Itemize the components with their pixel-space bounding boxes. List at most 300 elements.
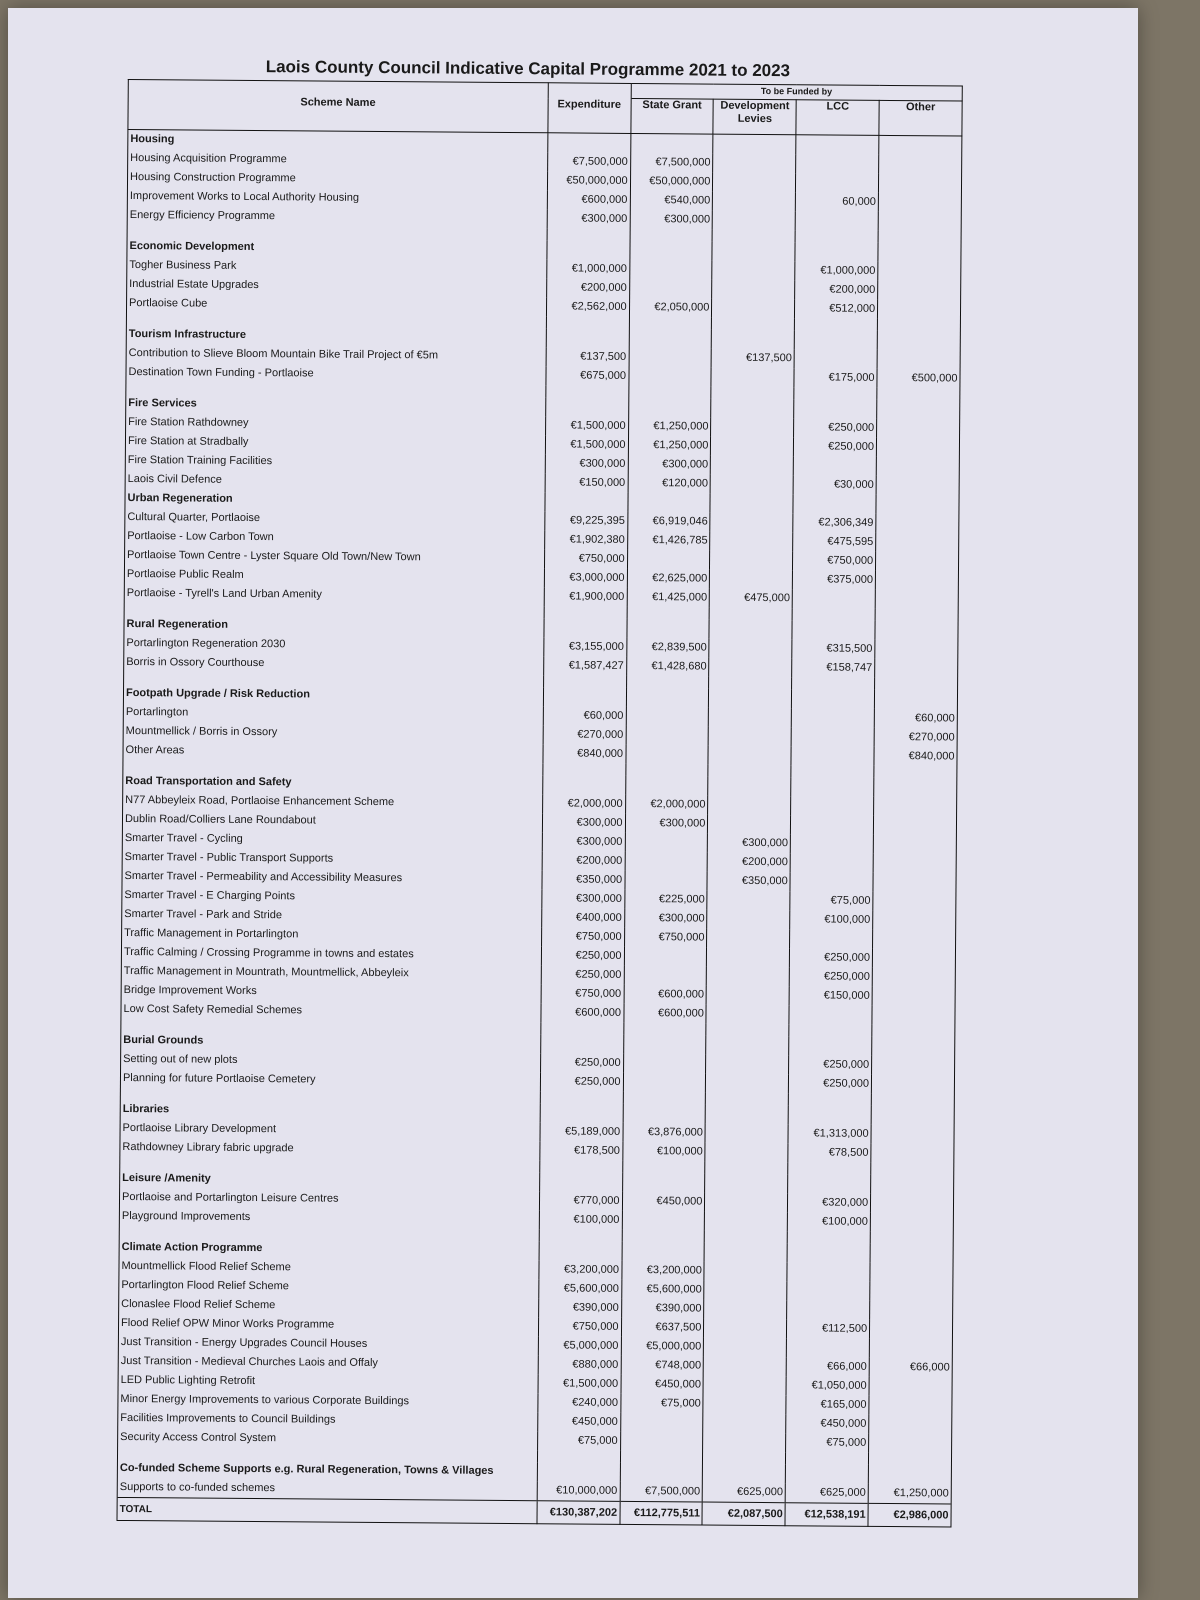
other-cell (869, 1396, 952, 1416)
other-cell (871, 1144, 954, 1164)
empty-cell (623, 1035, 706, 1055)
expenditure-cell: €75,000 (537, 1431, 620, 1451)
capital-programme-table (116, 79, 962, 1528)
other-cell (871, 1125, 954, 1145)
empty-cell (712, 330, 795, 350)
other-cell (872, 949, 955, 969)
lcc-cell: €75,000 (790, 891, 873, 911)
state-grant-cell: €450,000 (622, 1192, 705, 1212)
development-levies-cell (708, 727, 791, 747)
development-levies-cell (704, 1357, 787, 1377)
lcc-cell (790, 853, 873, 873)
spacer-cell (792, 608, 875, 621)
development-levies-cell (709, 639, 792, 659)
lcc-cell (787, 1300, 870, 1320)
lcc-cell: €2,306,349 (793, 513, 876, 533)
section-heading: Footpath Upgrade / Risk Reduction (123, 684, 543, 706)
state-grant-cell: €540,000 (630, 191, 713, 211)
development-levies-cell: €475,000 (710, 589, 793, 609)
other-cell (878, 300, 961, 320)
spacer-cell (546, 385, 629, 398)
scheme-name-cell: Portlaoise Library Development (120, 1119, 540, 1141)
state-grant-cell: €600,000 (624, 985, 707, 1005)
scheme-name-cell: Industrial Estate Upgrades (127, 275, 547, 297)
state-grant-cell: €600,000 (623, 1004, 706, 1024)
spacer-cell (874, 766, 957, 779)
development-levies-cell (710, 532, 793, 552)
spacer-cell (875, 609, 958, 622)
development-levies-cell (704, 1281, 787, 1301)
empty-cell (628, 398, 711, 418)
spacer-cell (795, 230, 878, 243)
state-grant-cell: €1,425,000 (627, 588, 710, 608)
lcc-cell: €315,500 (792, 639, 875, 659)
state-grant-cell: €300,000 (630, 210, 713, 230)
development-levies-cell: €200,000 (708, 853, 791, 873)
empty-cell (709, 620, 792, 640)
empty-cell (793, 494, 876, 514)
state-grant-cell: €3,876,000 (623, 1123, 706, 1143)
spacer-cell (870, 1232, 953, 1245)
expenditure-cell: €390,000 (538, 1298, 621, 1318)
development-levies-cell (712, 280, 795, 300)
spacer-cell (539, 1229, 622, 1242)
expenditure-cell: €750,000 (544, 549, 627, 569)
state-grant-header: State Grant (630, 98, 713, 134)
development-levies-cell: €350,000 (707, 872, 790, 892)
lcc-cell: €320,000 (788, 1193, 871, 1213)
empty-cell (547, 240, 630, 260)
lcc-cell (795, 211, 878, 231)
empty-cell (543, 687, 626, 707)
spacer-cell (712, 318, 795, 331)
expenditure-cell: €3,200,000 (539, 1260, 622, 1280)
empty-cell (787, 1243, 870, 1263)
expenditure-cell: €5,000,000 (538, 1336, 621, 1356)
lcc-cell (790, 834, 873, 854)
development-levies-cell: €625,000 (703, 1483, 786, 1503)
state-grant-cell: €2,625,000 (627, 569, 710, 589)
scheme-name-cell: Just Transition - Medieval Churches Laois and Offaly (118, 1352, 538, 1374)
scheme-name-cell: Low Cost Safety Remedial Schemes (121, 1000, 541, 1022)
development-levies-cell (711, 437, 794, 457)
scheme-name-cell: Portarlington (123, 703, 543, 725)
scheme-name-header: Scheme Name (128, 95, 548, 133)
scheme-name-cell: Smarter Travel - Cycling (122, 829, 542, 851)
empty-cell (878, 243, 961, 263)
scheme-name-cell: Portlaoise Public Realm (124, 565, 544, 587)
total-expenditure: €130,387,202 (537, 1501, 620, 1525)
spacer-cell (537, 1450, 620, 1463)
state-grant-cell: €750,000 (624, 928, 707, 948)
empty-cell (703, 1464, 786, 1484)
development-levies-cell (710, 513, 793, 533)
lcc-cell: €625,000 (785, 1483, 868, 1503)
spacer-cell (705, 1231, 788, 1244)
lcc-cell: €158,747 (792, 658, 875, 678)
development-levies-cell (713, 173, 796, 193)
other-cell (869, 1415, 952, 1435)
scheme-name-cell: Destination Town Funding - Portlaoise (126, 363, 546, 385)
state-grant-cell: €390,000 (621, 1299, 704, 1319)
empty-cell (545, 492, 628, 512)
development-levies-cell (709, 708, 792, 728)
spacer-cell (869, 1453, 952, 1466)
scheme-name-cell: Minor Energy Improvements to various Corporate Buildings (118, 1390, 538, 1412)
lcc-cell (790, 872, 873, 892)
scheme-name-cell: Facilities Improvements to Council Buildings (118, 1409, 538, 1431)
paper-sheet (8, 8, 1138, 1598)
expenditure-cell: €1,500,000 (538, 1374, 621, 1394)
expenditure-cell: €137,500 (546, 347, 629, 367)
expenditure-cell: €3,155,000 (544, 637, 627, 657)
lcc-cell (791, 746, 874, 766)
spacer-cell (629, 317, 712, 330)
expenditure-cell: €250,000 (540, 1053, 623, 1073)
scheme-name-cell: Portarlington Regeneration 2030 (124, 634, 544, 656)
state-grant-cell: €120,000 (628, 474, 711, 494)
empty-cell (709, 689, 792, 709)
scheme-name-cell: Fire Station Rathdowney (126, 413, 546, 435)
expenditure-cell: €5,189,000 (540, 1122, 623, 1142)
expenditure-cell: €350,000 (542, 870, 625, 890)
other-cell (877, 419, 960, 439)
expenditure-cell: €10,000,000 (537, 1481, 620, 1501)
empty-cell (623, 1104, 706, 1124)
state-grant-cell (625, 871, 708, 891)
expenditure-cell: €250,000 (540, 1072, 623, 1092)
development-levies-cell (712, 299, 795, 319)
scheme-name-cell: Housing Acquisition Programme (128, 149, 548, 171)
expenditure-cell: €450,000 (537, 1412, 620, 1432)
empty-cell (713, 134, 796, 154)
development-levies-cell (706, 986, 789, 1006)
spacer-cell (794, 387, 877, 400)
state-grant-cell: €75,000 (620, 1394, 703, 1414)
development-levies-cell (704, 1300, 787, 1320)
state-grant-cell (628, 367, 711, 387)
state-grant-cell (625, 833, 708, 853)
other-cell (875, 571, 958, 591)
development-levies-cell (712, 261, 795, 281)
development-levies-cell (706, 1055, 789, 1075)
development-levies-cell (708, 815, 791, 835)
empty-cell (712, 242, 795, 262)
development-levies-cell (708, 746, 791, 766)
spacer-cell (709, 608, 792, 621)
lcc-cell: €100,000 (788, 1212, 871, 1232)
scheme-name-cell: Dublin Road/Colliers Lane Roundabout (122, 810, 542, 832)
scheme-name-cell: Setting out of new plots (121, 1050, 541, 1072)
development-levies-cell (705, 1193, 788, 1213)
total-development-levies: €2,087,500 (702, 1502, 785, 1526)
spacer-cell (792, 677, 875, 690)
expenditure-cell: €300,000 (547, 209, 630, 229)
other-cell (876, 514, 959, 534)
lcc-cell: €1,000,000 (795, 261, 878, 281)
lcc-cell: €450,000 (786, 1414, 869, 1434)
spacer-cell (786, 1452, 869, 1465)
development-levies-cell: €137,500 (711, 349, 794, 369)
development-levies-cell (703, 1395, 786, 1415)
expenditure-cell: €1,900,000 (544, 587, 627, 607)
section-heading: Housing (128, 130, 548, 153)
total-lcc: €12,538,191 (785, 1503, 868, 1527)
scheme-name-cell: Supports to co-funded schemes (117, 1478, 537, 1501)
lcc-cell (791, 708, 874, 728)
development-levies-cell (713, 211, 796, 231)
expenditure-cell: €250,000 (541, 965, 624, 985)
lcc-cell: €1,050,000 (786, 1376, 869, 1396)
expenditure-cell: €750,000 (538, 1317, 621, 1337)
expenditure-cell: €675,000 (546, 366, 629, 386)
spacer-cell (871, 1094, 954, 1107)
scheme-name-cell: Laois Civil Defence (125, 470, 545, 492)
empty-cell (622, 1173, 705, 1193)
lcc-cell: €112,500 (787, 1319, 870, 1339)
scheme-name-cell: Fire Station Training Facilities (125, 451, 545, 473)
scheme-name-cell: Cultural Quarter, Portlaoise (125, 508, 545, 530)
expenditure-cell: €300,000 (542, 889, 625, 909)
state-grant-cell (623, 1054, 706, 1074)
other-cell: €840,000 (874, 747, 957, 767)
spacer-cell (871, 1163, 954, 1176)
state-grant-cell: €2,000,000 (625, 795, 708, 815)
state-grant-cell (629, 279, 712, 299)
lcc-cell: €250,000 (790, 948, 873, 968)
expenditure-cell: €1,902,380 (544, 530, 627, 550)
development-levies-cell (710, 551, 793, 571)
empty-cell (877, 400, 960, 420)
spacer-cell (705, 1162, 788, 1175)
empty-cell (871, 1175, 954, 1195)
expenditure-cell: €250,000 (541, 946, 624, 966)
expenditure-cell: €840,000 (543, 744, 626, 764)
lcc-cell (791, 815, 874, 835)
development-levies-cell (703, 1414, 786, 1434)
development-levies-cell (710, 475, 793, 495)
state-grant-cell (623, 1073, 706, 1093)
scheme-name-cell: Smarter Travel - E Charging Points (122, 886, 542, 908)
table-body (117, 130, 962, 1505)
empty-cell (629, 241, 712, 261)
lcc-cell: €165,000 (786, 1395, 869, 1415)
spacer-cell (795, 318, 878, 331)
scheme-name-cell: Mountmellick / Borris in Ossory (123, 722, 543, 744)
lcc-cell: €250,000 (789, 1055, 872, 1075)
state-grant-cell (629, 348, 712, 368)
empty-cell (870, 1244, 953, 1264)
empty-cell (547, 133, 630, 153)
lcc-cell: €512,000 (795, 299, 878, 319)
total-label: TOTAL (117, 1497, 537, 1523)
development-levies-cell (703, 1376, 786, 1396)
state-grant-cell (620, 1413, 703, 1433)
scheme-name-cell: Togher Business Park (127, 256, 547, 278)
section-heading: Rural Regeneration (124, 615, 544, 637)
expenditure-cell: €2,562,000 (546, 297, 629, 317)
other-cell (873, 873, 956, 893)
empty-cell (876, 495, 959, 515)
expenditure-cell: €1,500,000 (545, 416, 628, 436)
expenditure-cell: €178,500 (540, 1141, 623, 1161)
scheme-name-cell: Portlaoise - Low Carbon Town (125, 527, 545, 549)
spacer-cell (628, 386, 711, 399)
other-cell (875, 590, 958, 610)
state-grant-cell: €300,000 (624, 909, 707, 929)
empty-cell (540, 1103, 623, 1123)
other-cell (873, 892, 956, 912)
lcc-cell: €150,000 (789, 986, 872, 1006)
state-grant-cell: €748,000 (621, 1356, 704, 1376)
development-levies-cell (704, 1319, 787, 1339)
spacer-cell (623, 1023, 706, 1036)
empty-cell (630, 133, 713, 153)
scheme-name-cell: Smarter Travel - Public Transport Supports (122, 848, 542, 870)
other-cell (872, 1006, 955, 1026)
expenditure-cell: €400,000 (541, 908, 624, 928)
development-levies-cell (705, 1212, 788, 1232)
spacer-cell (541, 1022, 624, 1035)
development-levies-cell (707, 891, 790, 911)
scheme-name-cell: N77 Abbeyleix Road, Portlaoise Enhancement Scheme (123, 791, 543, 813)
scheme-name-cell: LED Public Lighting Retrofit (118, 1371, 538, 1393)
lcc-cell: 60,000 (796, 192, 879, 212)
state-grant-cell: €1,250,000 (628, 436, 711, 456)
other-cell (870, 1263, 953, 1283)
empty-cell (879, 135, 962, 155)
section-heading: Economic Development (127, 237, 547, 259)
state-grant-cell: €6,919,046 (627, 512, 710, 532)
state-grant-cell: €7,500,000 (620, 1482, 703, 1502)
lcc-cell (790, 929, 873, 949)
empty-cell (874, 778, 957, 798)
spacer-cell (787, 1231, 870, 1244)
scheme-name-cell: Portlaoise and Portarlington Leisure Centres (119, 1188, 539, 1210)
expenditure-cell: €200,000 (546, 278, 629, 298)
expenditure-cell: €9,225,395 (544, 511, 627, 531)
empty-cell (788, 1174, 871, 1194)
lcc-header: LCC (796, 100, 879, 136)
section-heading: Fire Services (126, 394, 546, 416)
lcc-cell: €100,000 (790, 910, 873, 930)
scheme-name-cell: Traffic Management in Mountrath, Mountmellick, Abbeyleix (121, 962, 541, 984)
development-levies-cell (706, 1005, 789, 1025)
development-levies-cell (711, 456, 794, 476)
scheme-name-cell: Contribution to Slieve Bloom Mountain Bike Trail Project of €5m (126, 344, 546, 366)
expenditure-cell: €1,000,000 (546, 259, 629, 279)
empty-cell (706, 1036, 789, 1056)
development-levies-cell (707, 967, 790, 987)
expenditure-cell: €50,000,000 (547, 171, 630, 191)
spacer-cell (877, 319, 960, 332)
empty-cell (874, 690, 957, 710)
spacer-cell (712, 230, 795, 243)
lcc-cell (792, 589, 875, 609)
other-cell (870, 1282, 953, 1302)
state-grant-cell: €2,050,000 (629, 298, 712, 318)
spacer-cell (620, 1451, 703, 1464)
expenditure-cell: €60,000 (543, 706, 626, 726)
expenditure-cell: €300,000 (542, 832, 625, 852)
empty-cell (711, 399, 794, 419)
capital-programme-document (116, 56, 1017, 1528)
expenditure-cell: €880,000 (538, 1355, 621, 1375)
total-state-grant: €112,775,511 (620, 1501, 703, 1525)
other-cell: €66,000 (869, 1358, 952, 1378)
empty-cell (877, 331, 960, 351)
section-heading: Urban Regeneration (125, 489, 545, 511)
expenditure-cell: €750,000 (541, 984, 624, 1004)
empty-cell (794, 330, 877, 350)
lcc-cell (794, 349, 877, 369)
empty-cell (704, 1243, 787, 1263)
development-levies-cell (713, 154, 796, 174)
development-levies-cell (706, 1074, 789, 1094)
scheme-name-cell: Borris in Ossory Courthouse (124, 653, 544, 675)
state-grant-cell: €2,839,500 (626, 638, 709, 658)
state-grant-cell: €1,428,680 (626, 657, 709, 677)
state-grant-cell (624, 947, 707, 967)
empty-cell (789, 1036, 872, 1056)
other-cell (873, 854, 956, 874)
spacer-cell (872, 1025, 955, 1038)
state-grant-cell: €1,250,000 (628, 417, 711, 437)
spacer-cell (789, 1024, 872, 1037)
spacer-cell (791, 765, 874, 778)
section-heading: Co-funded Scheme Supports e.g. Rural Regeneration, Towns & Villages (117, 1459, 537, 1481)
development-levies-cell (713, 192, 796, 212)
section-heading: Leisure /Amenity (120, 1169, 540, 1191)
lcc-cell: €200,000 (795, 280, 878, 300)
empty-cell (627, 493, 710, 513)
scheme-name-cell: Energy Efficiency Programme (127, 206, 547, 228)
expenditure-cell: €600,000 (547, 190, 630, 210)
empty-cell (540, 1034, 623, 1054)
empty-cell (708, 777, 791, 797)
page-title: Laois County Council Indicative Capital Programme 2021 to 2023 (265, 57, 791, 81)
empty-cell (620, 1463, 703, 1483)
other-cell (869, 1377, 952, 1397)
empty-cell (537, 1462, 620, 1482)
empty-cell (791, 777, 874, 797)
section-heading: Tourism Infrastructure (126, 325, 546, 347)
expenditure-cell: €750,000 (541, 927, 624, 947)
other-cell (875, 659, 958, 679)
section-heading: Libraries (120, 1100, 540, 1122)
other-cell: €270,000 (874, 728, 957, 748)
empty-cell (626, 619, 709, 639)
development-levies-cell (711, 418, 794, 438)
scheme-name-cell: Playground Improvements (119, 1207, 539, 1229)
scheme-name-cell: Smarter Travel - Park and Stride (122, 905, 542, 927)
scheme-name-cell: Security Access Control System (118, 1428, 538, 1450)
lcc-cell (787, 1281, 870, 1301)
state-grant-cell: €1,426,785 (627, 531, 710, 551)
lcc-cell (787, 1338, 870, 1358)
scheme-name-cell: Fire Station at Stradbally (125, 432, 545, 454)
development-levies-cell: €300,000 (708, 834, 791, 854)
development-levies-cell (710, 570, 793, 590)
spacer-cell (622, 1230, 705, 1243)
development-levies-cell (711, 368, 794, 388)
other-cell (877, 350, 960, 370)
scheme-name-cell: Flood Relief OPW Minor Works Programme (118, 1314, 538, 1336)
scheme-name-cell: Improvement Works to Local Authority Housing (127, 187, 547, 209)
development-levies-cell (705, 1143, 788, 1163)
other-cell (873, 930, 956, 950)
state-grant-cell (627, 550, 710, 570)
